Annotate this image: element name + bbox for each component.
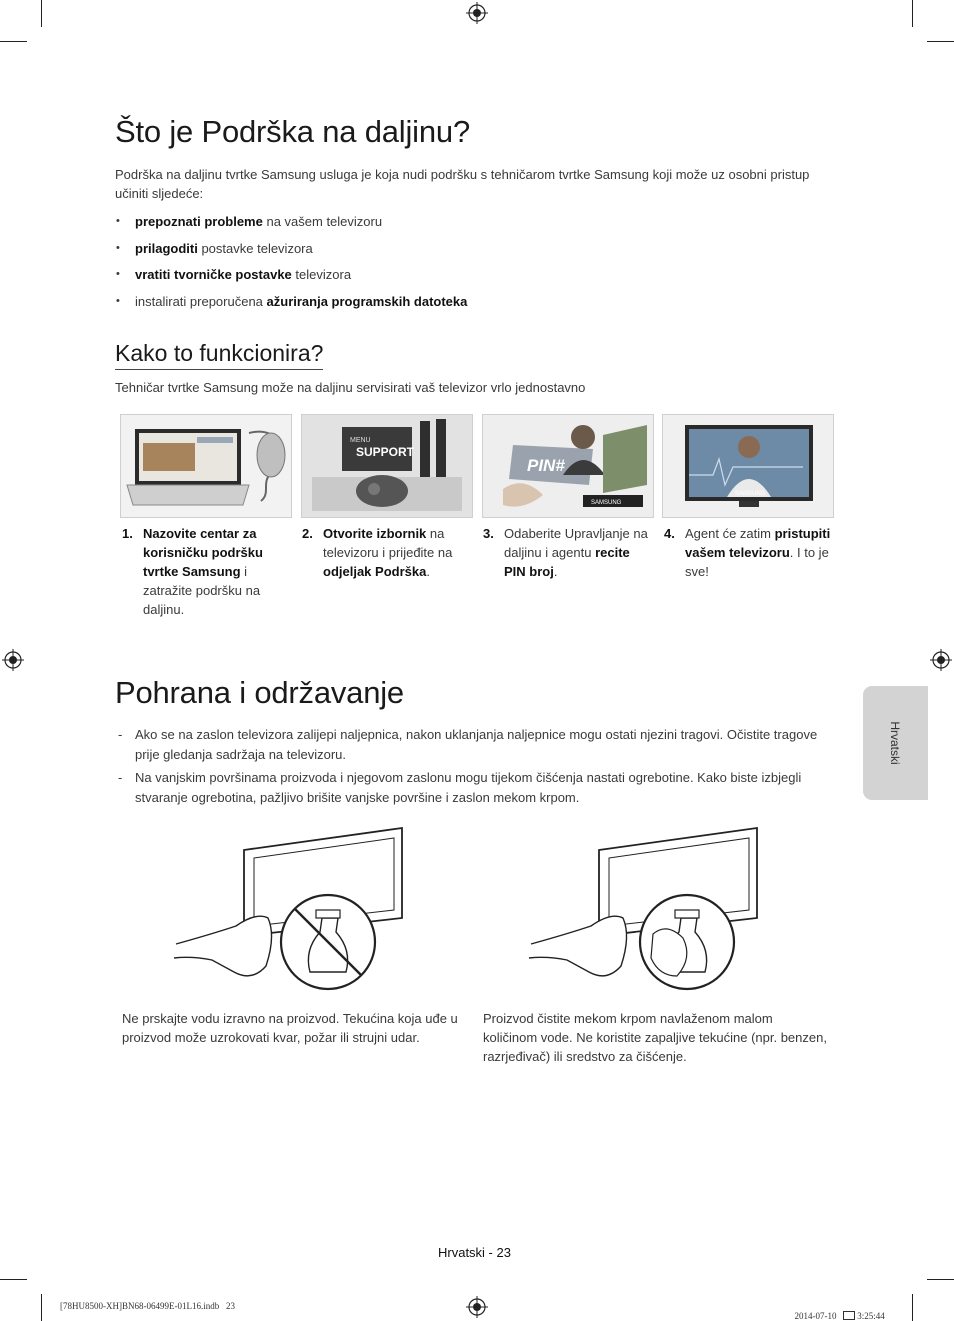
footer-file-info: [78HU8500-XH]BN68-06499E-01L16.indb 23	[60, 1301, 235, 1311]
placeholder-glyph-icon	[843, 1311, 855, 1320]
registration-mark-icon	[466, 1296, 488, 1318]
registration-mark-icon	[930, 649, 952, 671]
menu-label: MENU	[350, 437, 371, 444]
step-2: 2. Otvorite izbornik na televizoru i prijeđite na odjeljak Podrška.	[302, 526, 453, 579]
crop-mark	[41, 0, 42, 27]
step-image-call-center	[120, 414, 292, 518]
support-capabilities-list	[116, 212, 836, 318]
crop-mark	[927, 41, 954, 42]
caption-cloth-wipe: Proizvod čistite mekom krpom navlaženom malom količinom vode. Ne koristite zapaljive tekućine (npr. benzen, razrjeđivač) ili sredstvo za čišćenje.	[483, 1011, 827, 1064]
crop-mark	[912, 1294, 913, 1321]
section-title-how-it-works: Kako to funkcionira?	[115, 340, 323, 370]
registration-mark-icon	[2, 649, 24, 671]
list-item: - Ako se na zaslon televizora zalijepi naljepnica, nakon uklanjanja naljepnice mogu ostati njezini tragovi. Očistite tragove prije gledanja sadržaja na televizoru.	[116, 725, 826, 764]
brand-label: SAMSUNG	[591, 500, 622, 506]
brand-label: SAMSUNG	[735, 491, 766, 497]
section-title-remote-support: Što je Podrška na daljinu?	[115, 114, 470, 149]
maintenance-list	[116, 725, 826, 811]
pin-label: PIN#	[527, 456, 565, 475]
crop-mark	[0, 41, 27, 42]
list-item: • instalirati preporučena ažuriranja programskih datoteka	[116, 292, 836, 311]
list-item: • prilagoditi postavke televizora	[116, 239, 836, 258]
page-number: Hrvatski - 23	[438, 1245, 511, 1260]
illustration-cloth-wipe	[527, 826, 767, 992]
crop-mark	[0, 1279, 27, 1280]
step-image-menu-support	[301, 414, 473, 518]
remote-support-intro: Podrška na daljinu tvrtke Samsung usluga je koja nudi podršku s tehničarom tvrtke Samsung koji može uz osobni pristup učiniti sljedeće:	[115, 167, 810, 201]
how-it-works-intro: Tehničar tvrtke Samsung može na daljinu servisirati vaš televizor vrlo jednostavno	[115, 380, 586, 395]
list-item: • prepoznati probleme na vašem televizoru	[116, 212, 836, 231]
step-4: 4. Agent će zatim pristupiti vašem televizoru. I to je sve!	[664, 526, 831, 579]
step-1: 1. Nazovite centar za korisničku podršku tvrtke Samsung i zatražite podršku na daljinu.	[122, 526, 263, 617]
language-tab: Hrvatski	[863, 686, 928, 800]
registration-mark-icon	[466, 2, 488, 24]
crop-mark	[41, 1294, 42, 1321]
list-item: - Na vanjskim površinama proizvoda i njegovom zaslonu mogu tijekom čišćenja nastati ogrebotine. Kako biste izbjegli stvaranje ogrebotina, pažljivo brišite vanjske površine i zaslon mekom krpom.	[116, 768, 826, 807]
crop-mark	[912, 0, 913, 27]
step-3: 3. Odaberite Upravljanje na daljinu i agentu recite PIN broj.	[483, 526, 648, 579]
step-image-pin	[482, 414, 654, 518]
crop-mark	[927, 1279, 954, 1280]
caption-no-spray: Ne prskajte vodu izravno na proizvod. Tekućina koja uđe u proizvod može uzrokovati kvar, požar ili strujni udar.	[122, 1011, 458, 1045]
section-title-storage-maintenance: Pohrana i održavanje	[115, 675, 404, 710]
footer-timestamp: 2014-07-10 3:25:44	[794, 1311, 885, 1321]
step-image-agent-tv	[662, 414, 834, 518]
support-label: SUPPORT	[356, 445, 415, 459]
list-item: • vratiti tvorničke postavke televizora	[116, 265, 836, 284]
illustration-no-spray	[172, 826, 412, 992]
